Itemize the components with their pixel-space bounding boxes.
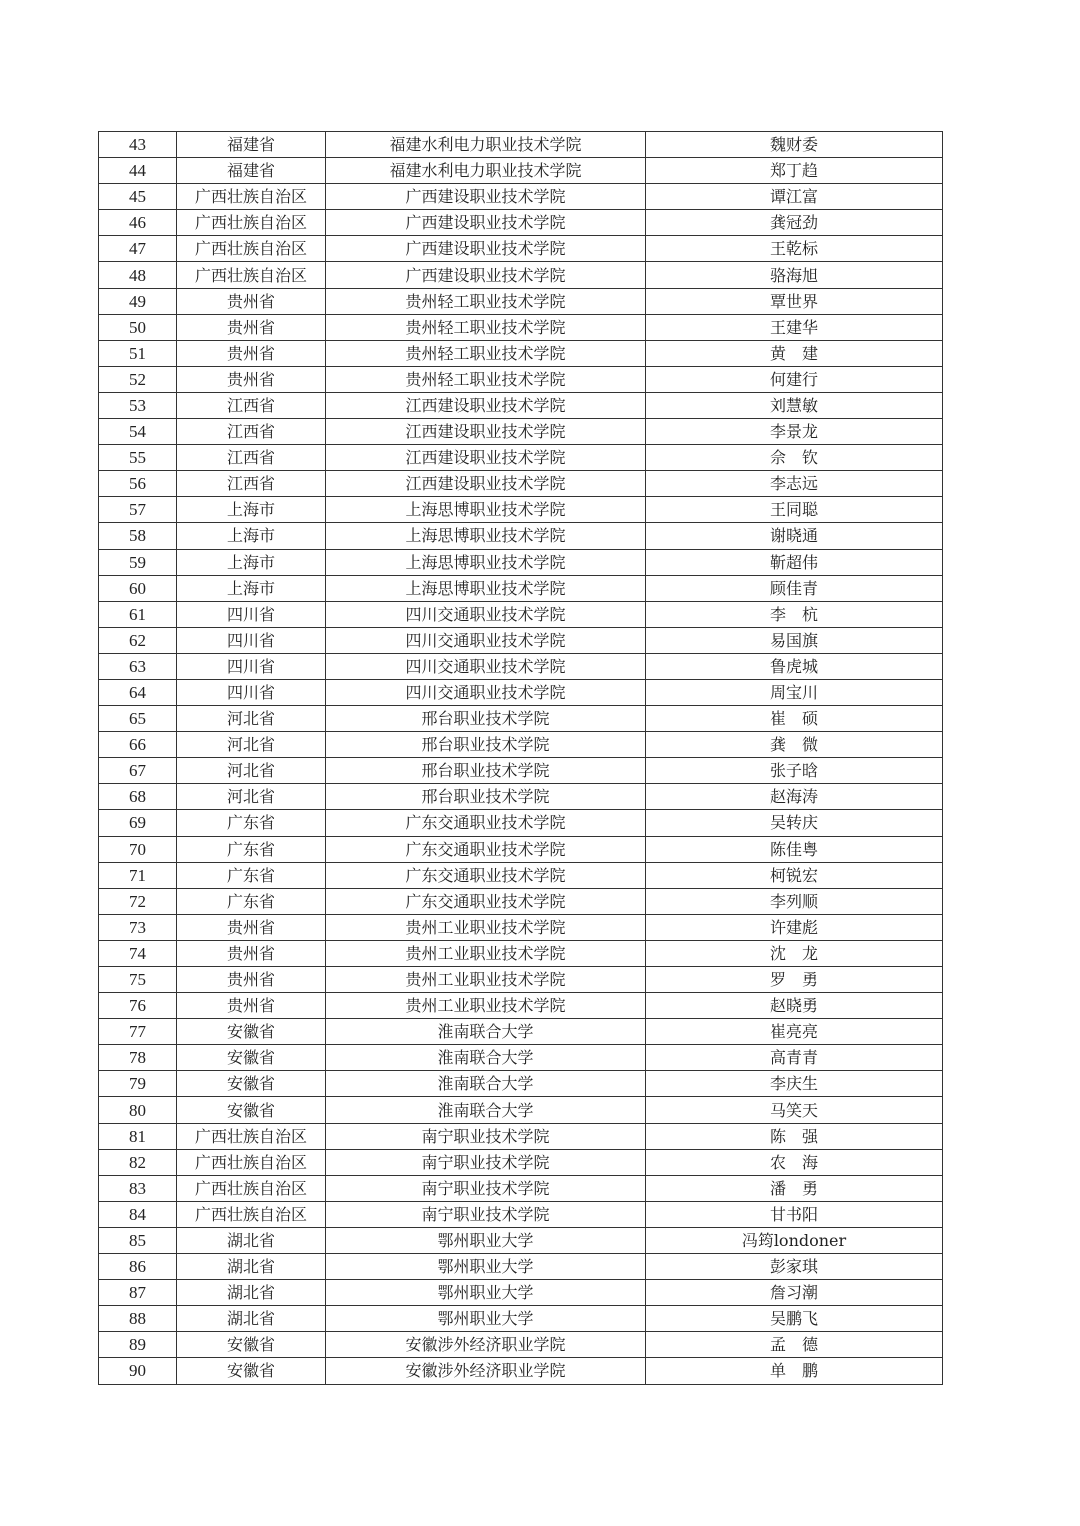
person-name-cell: 周宝川 — [646, 679, 943, 705]
province-cell: 四川省 — [177, 653, 326, 679]
row-number-cell: 60 — [99, 575, 177, 601]
row-number-cell: 56 — [99, 471, 177, 497]
person-name-cell: 农 海 — [646, 1149, 943, 1175]
school-cell: 贵州工业职业技术学院 — [326, 914, 646, 940]
row-number-cell: 85 — [99, 1227, 177, 1253]
table-row — [99, 1332, 943, 1358]
table-row — [99, 419, 943, 445]
province-cell: 广西壮族自治区 — [177, 1123, 326, 1149]
province-cell: 广西壮族自治区 — [177, 1175, 326, 1201]
person-name-cell: 谢晓通 — [646, 523, 943, 549]
province-cell: 上海市 — [177, 549, 326, 575]
table-row — [99, 575, 943, 601]
table-row — [99, 158, 943, 184]
row-number-cell: 49 — [99, 288, 177, 314]
person-name-cell: 靳超伟 — [646, 549, 943, 575]
table-row — [99, 862, 943, 888]
table-row — [99, 627, 943, 653]
table-row — [99, 340, 943, 366]
row-number-cell: 47 — [99, 236, 177, 262]
row-number-cell: 55 — [99, 445, 177, 471]
table-row — [99, 810, 943, 836]
row-number-cell: 82 — [99, 1149, 177, 1175]
table-row — [99, 497, 943, 523]
school-cell: 广西建设职业技术学院 — [326, 210, 646, 236]
row-number-cell: 58 — [99, 523, 177, 549]
person-name-cell: 冯筠londoner — [646, 1227, 943, 1253]
school-cell: 广东交通职业技术学院 — [326, 862, 646, 888]
province-cell: 安徽省 — [177, 1019, 326, 1045]
school-cell: 南宁职业技术学院 — [326, 1123, 646, 1149]
table-row — [99, 236, 943, 262]
person-name-cell: 覃世界 — [646, 288, 943, 314]
school-cell: 邢台职业技术学院 — [326, 732, 646, 758]
person-name-cell: 赵海涛 — [646, 784, 943, 810]
table-row — [99, 1097, 943, 1123]
row-number-cell: 65 — [99, 706, 177, 732]
province-cell: 贵州省 — [177, 314, 326, 340]
row-number-cell: 52 — [99, 366, 177, 392]
row-number-cell: 64 — [99, 679, 177, 705]
person-name-cell: 龚冠劲 — [646, 210, 943, 236]
person-name-cell: 崔 硕 — [646, 706, 943, 732]
province-cell: 江西省 — [177, 392, 326, 418]
row-number-cell: 69 — [99, 810, 177, 836]
row-number-cell: 57 — [99, 497, 177, 523]
row-number-cell: 75 — [99, 967, 177, 993]
province-cell: 广西壮族自治区 — [177, 1201, 326, 1227]
row-number-cell: 89 — [99, 1332, 177, 1358]
province-cell: 福建省 — [177, 158, 326, 184]
table-row — [99, 758, 943, 784]
person-name-cell: 沈 龙 — [646, 940, 943, 966]
school-cell: 邢台职业技术学院 — [326, 784, 646, 810]
table-row — [99, 784, 943, 810]
school-cell: 广西建设职业技术学院 — [326, 184, 646, 210]
row-number-cell: 45 — [99, 184, 177, 210]
province-cell: 贵州省 — [177, 366, 326, 392]
row-number-cell: 79 — [99, 1071, 177, 1097]
province-cell: 江西省 — [177, 471, 326, 497]
person-name-cell: 易国旗 — [646, 627, 943, 653]
row-number-cell: 83 — [99, 1175, 177, 1201]
table-row — [99, 993, 943, 1019]
table-row — [99, 1045, 943, 1071]
person-name-cell: 何建行 — [646, 366, 943, 392]
table-row — [99, 471, 943, 497]
person-name-cell: 李景龙 — [646, 419, 943, 445]
row-number-cell: 50 — [99, 314, 177, 340]
row-number-cell: 54 — [99, 419, 177, 445]
table-row — [99, 184, 943, 210]
province-cell: 河北省 — [177, 784, 326, 810]
table-row — [99, 314, 943, 340]
person-name-cell: 吴鹏飞 — [646, 1306, 943, 1332]
province-cell: 湖北省 — [177, 1254, 326, 1280]
table-row — [99, 888, 943, 914]
person-name-cell: 柯锐宏 — [646, 862, 943, 888]
school-cell: 广东交通职业技术学院 — [326, 810, 646, 836]
person-name-cell: 李 杭 — [646, 601, 943, 627]
person-name-cell: 甘书阳 — [646, 1201, 943, 1227]
row-number-cell: 74 — [99, 940, 177, 966]
school-cell: 淮南联合大学 — [326, 1019, 646, 1045]
school-cell: 四川交通职业技术学院 — [326, 679, 646, 705]
province-cell: 福建省 — [177, 132, 326, 158]
person-name-cell: 罗 勇 — [646, 967, 943, 993]
school-cell: 邢台职业技术学院 — [326, 706, 646, 732]
province-cell: 江西省 — [177, 419, 326, 445]
row-number-cell: 84 — [99, 1201, 177, 1227]
row-number-cell: 71 — [99, 862, 177, 888]
person-name-cell: 赵晓勇 — [646, 993, 943, 1019]
row-number-cell: 43 — [99, 132, 177, 158]
province-cell: 湖北省 — [177, 1280, 326, 1306]
province-cell: 广西壮族自治区 — [177, 262, 326, 288]
table-row — [99, 914, 943, 940]
province-cell: 上海市 — [177, 575, 326, 601]
row-number-cell: 63 — [99, 653, 177, 679]
province-cell: 广西壮族自治区 — [177, 236, 326, 262]
school-cell: 南宁职业技术学院 — [326, 1149, 646, 1175]
row-number-cell: 66 — [99, 732, 177, 758]
province-cell: 河北省 — [177, 732, 326, 758]
province-cell: 湖北省 — [177, 1306, 326, 1332]
school-cell: 福建水利电力职业技术学院 — [326, 158, 646, 184]
province-cell: 河北省 — [177, 758, 326, 784]
school-cell: 上海思博职业技术学院 — [326, 549, 646, 575]
school-cell: 淮南联合大学 — [326, 1071, 646, 1097]
school-cell: 鄂州职业大学 — [326, 1227, 646, 1253]
row-number-cell: 68 — [99, 784, 177, 810]
person-name-cell: 张子晗 — [646, 758, 943, 784]
row-number-cell: 78 — [99, 1045, 177, 1071]
table-row — [99, 836, 943, 862]
province-cell: 安徽省 — [177, 1332, 326, 1358]
person-name-cell: 郑丁趋 — [646, 158, 943, 184]
school-cell: 邢台职业技术学院 — [326, 758, 646, 784]
school-cell: 贵州轻工职业技术学院 — [326, 288, 646, 314]
table-row — [99, 523, 943, 549]
person-name-cell: 单 鹏 — [646, 1358, 943, 1384]
school-cell: 贵州轻工职业技术学院 — [326, 340, 646, 366]
person-name-cell: 骆海旭 — [646, 262, 943, 288]
row-number-cell: 67 — [99, 758, 177, 784]
row-number-cell: 73 — [99, 914, 177, 940]
province-cell: 贵州省 — [177, 288, 326, 314]
table-row — [99, 732, 943, 758]
person-name-cell: 吴转庆 — [646, 810, 943, 836]
province-cell: 安徽省 — [177, 1045, 326, 1071]
province-cell: 安徽省 — [177, 1358, 326, 1384]
person-name-cell: 潘 勇 — [646, 1175, 943, 1201]
province-cell: 贵州省 — [177, 967, 326, 993]
school-cell: 鄂州职业大学 — [326, 1306, 646, 1332]
person-name-cell: 李列顺 — [646, 888, 943, 914]
row-number-cell: 77 — [99, 1019, 177, 1045]
province-cell: 湖北省 — [177, 1227, 326, 1253]
person-name-cell: 陈佳粤 — [646, 836, 943, 862]
row-number-cell: 90 — [99, 1358, 177, 1384]
province-cell: 江西省 — [177, 445, 326, 471]
province-cell: 上海市 — [177, 523, 326, 549]
table-row — [99, 940, 943, 966]
person-name-cell: 李志远 — [646, 471, 943, 497]
row-number-cell: 88 — [99, 1306, 177, 1332]
province-cell: 贵州省 — [177, 993, 326, 1019]
table-row — [99, 288, 943, 314]
table-row — [99, 445, 943, 471]
province-cell: 河北省 — [177, 706, 326, 732]
person-name-cell: 彭家琪 — [646, 1254, 943, 1280]
table-row — [99, 1201, 943, 1227]
person-name-cell: 黄 建 — [646, 340, 943, 366]
school-cell: 上海思博职业技术学院 — [326, 497, 646, 523]
table-row — [99, 262, 943, 288]
province-cell: 广西壮族自治区 — [177, 184, 326, 210]
school-cell: 四川交通职业技术学院 — [326, 627, 646, 653]
school-cell: 福建水利电力职业技术学院 — [326, 132, 646, 158]
school-cell: 江西建设职业技术学院 — [326, 471, 646, 497]
table-row — [99, 1019, 943, 1045]
person-name-cell: 顾佳青 — [646, 575, 943, 601]
person-name-cell: 詹习潮 — [646, 1280, 943, 1306]
row-number-cell: 70 — [99, 836, 177, 862]
row-number-cell: 86 — [99, 1254, 177, 1280]
row-number-cell: 87 — [99, 1280, 177, 1306]
table-row — [99, 679, 943, 705]
row-number-cell: 72 — [99, 888, 177, 914]
school-cell: 四川交通职业技术学院 — [326, 653, 646, 679]
person-name-cell: 王乾标 — [646, 236, 943, 262]
province-cell: 广东省 — [177, 862, 326, 888]
province-cell: 安徽省 — [177, 1071, 326, 1097]
person-name-cell: 刘慧敏 — [646, 392, 943, 418]
school-cell: 安徽涉外经济职业学院 — [326, 1358, 646, 1384]
province-cell: 广东省 — [177, 836, 326, 862]
province-cell: 广西壮族自治区 — [177, 1149, 326, 1175]
row-number-cell: 51 — [99, 340, 177, 366]
school-cell: 淮南联合大学 — [326, 1045, 646, 1071]
school-cell: 贵州轻工职业技术学院 — [326, 314, 646, 340]
province-cell: 上海市 — [177, 497, 326, 523]
school-cell: 鄂州职业大学 — [326, 1280, 646, 1306]
table-row — [99, 1280, 943, 1306]
school-cell: 江西建设职业技术学院 — [326, 392, 646, 418]
table-row — [99, 1071, 943, 1097]
person-name-cell: 马笑天 — [646, 1097, 943, 1123]
table-row — [99, 210, 943, 236]
province-cell: 四川省 — [177, 601, 326, 627]
school-cell: 上海思博职业技术学院 — [326, 523, 646, 549]
row-number-cell: 76 — [99, 993, 177, 1019]
table-row — [99, 1175, 943, 1201]
province-cell: 贵州省 — [177, 914, 326, 940]
school-cell: 南宁职业技术学院 — [326, 1175, 646, 1201]
row-number-cell: 46 — [99, 210, 177, 236]
school-cell: 四川交通职业技术学院 — [326, 601, 646, 627]
province-cell: 广西壮族自治区 — [177, 210, 326, 236]
school-cell: 上海思博职业技术学院 — [326, 575, 646, 601]
province-cell: 广东省 — [177, 888, 326, 914]
table-row — [99, 132, 943, 158]
row-number-cell: 62 — [99, 627, 177, 653]
school-cell: 安徽涉外经济职业学院 — [326, 1332, 646, 1358]
province-cell: 广东省 — [177, 810, 326, 836]
school-cell: 广西建设职业技术学院 — [326, 236, 646, 262]
row-number-cell: 59 — [99, 549, 177, 575]
award-list-table — [98, 131, 943, 1385]
school-cell: 贵州工业职业技术学院 — [326, 993, 646, 1019]
table-row — [99, 392, 943, 418]
person-name-cell: 龚 微 — [646, 732, 943, 758]
province-cell: 贵州省 — [177, 340, 326, 366]
school-cell: 江西建设职业技术学院 — [326, 445, 646, 471]
table-row — [99, 653, 943, 679]
person-name-cell: 王建华 — [646, 314, 943, 340]
school-cell: 淮南联合大学 — [326, 1097, 646, 1123]
school-cell: 贵州工业职业技术学院 — [326, 940, 646, 966]
school-cell: 南宁职业技术学院 — [326, 1201, 646, 1227]
table-row — [99, 1123, 943, 1149]
person-name-cell: 魏财委 — [646, 132, 943, 158]
province-cell: 四川省 — [177, 679, 326, 705]
row-number-cell: 61 — [99, 601, 177, 627]
person-name-cell: 高青青 — [646, 1045, 943, 1071]
school-cell: 贵州轻工职业技术学院 — [326, 366, 646, 392]
table-row — [99, 1227, 943, 1253]
person-name-cell: 陈 强 — [646, 1123, 943, 1149]
province-cell: 安徽省 — [177, 1097, 326, 1123]
row-number-cell: 81 — [99, 1123, 177, 1149]
row-number-cell: 48 — [99, 262, 177, 288]
table-row — [99, 967, 943, 993]
table-row — [99, 1149, 943, 1175]
person-name-cell: 许建彪 — [646, 914, 943, 940]
row-number-cell: 80 — [99, 1097, 177, 1123]
school-cell: 广西建设职业技术学院 — [326, 262, 646, 288]
table-body — [99, 132, 943, 1385]
table-row — [99, 601, 943, 627]
table-row — [99, 1358, 943, 1384]
school-cell: 广东交通职业技术学院 — [326, 836, 646, 862]
person-name-cell: 佘 钦 — [646, 445, 943, 471]
province-cell: 贵州省 — [177, 940, 326, 966]
school-cell: 江西建设职业技术学院 — [326, 419, 646, 445]
table-row — [99, 706, 943, 732]
person-name-cell: 孟 德 — [646, 1332, 943, 1358]
school-cell: 贵州工业职业技术学院 — [326, 967, 646, 993]
table-row — [99, 1306, 943, 1332]
person-name-cell: 崔亮亮 — [646, 1019, 943, 1045]
person-name-cell: 鲁虎城 — [646, 653, 943, 679]
row-number-cell: 53 — [99, 392, 177, 418]
table-row — [99, 1254, 943, 1280]
province-cell: 四川省 — [177, 627, 326, 653]
table-row — [99, 549, 943, 575]
person-name-cell: 谭江富 — [646, 184, 943, 210]
table-row — [99, 366, 943, 392]
row-number-cell: 44 — [99, 158, 177, 184]
person-name-cell: 李庆生 — [646, 1071, 943, 1097]
school-cell: 鄂州职业大学 — [326, 1254, 646, 1280]
person-name-cell: 王同聪 — [646, 497, 943, 523]
school-cell: 广东交通职业技术学院 — [326, 888, 646, 914]
